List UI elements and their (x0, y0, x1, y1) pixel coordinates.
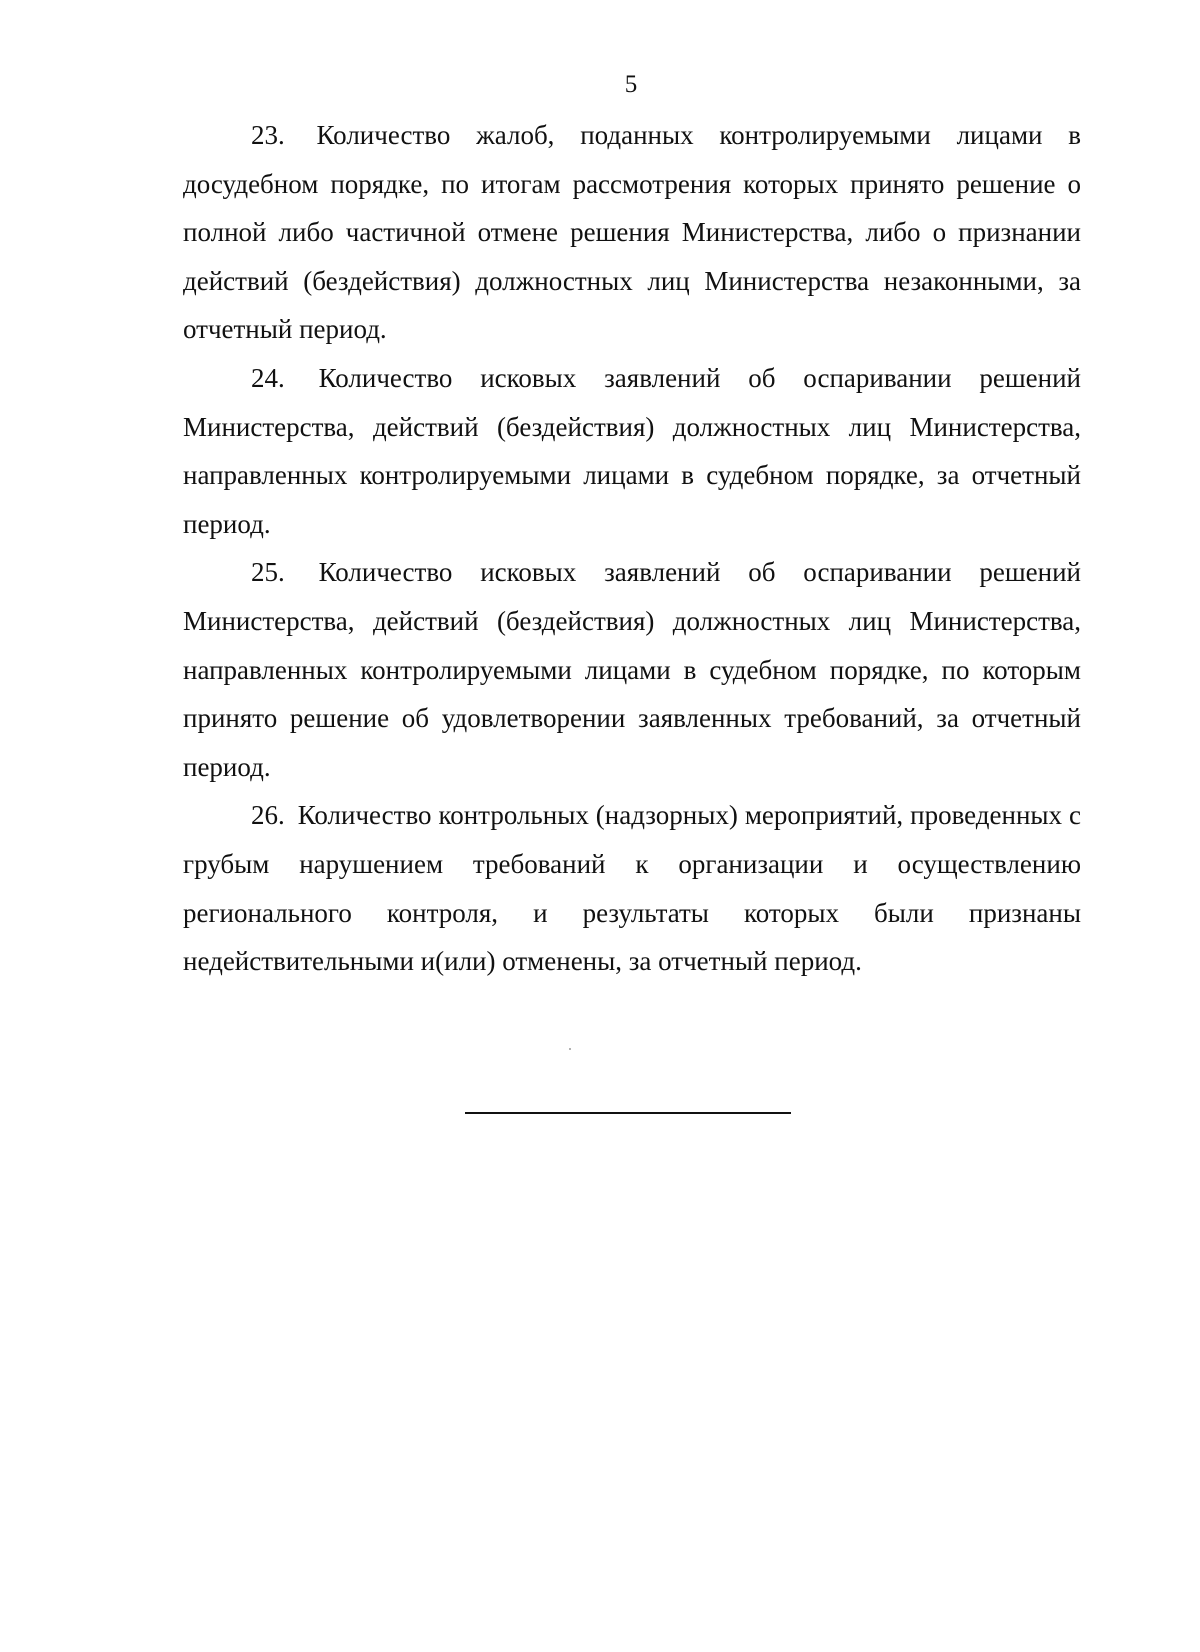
paragraph-text: Количество исковых заявлений об оспаривании решений Министерства, действий (бездействия) должностных лиц Министерства, направленных контролируемыми лицами в судебном порядке, за отчетный период. (183, 362, 1082, 539)
end-of-document-rule (465, 1112, 791, 1114)
paragraph-26 (183, 791, 1081, 985)
scan-speck (569, 1048, 571, 1050)
paragraph-24 (183, 354, 1081, 548)
paragraph-text: Количество жалоб, поданных контролируемыми лицами в досудебном порядке, по итогам рассмотрения которых принято решение о полной либо частичной отмене решения Министерства, либо о признании действий (бездействия) должностных лиц Министерства незаконными, за отчетный период. (183, 120, 1081, 345)
paragraph-text: Количество исковых заявлений об оспаривании решений Министерства, действий (бездействия) должностных лиц Министерства, направленных контролируемыми лицами в судебном порядке, по которым принято решение об удовлетворении заявленных требований, за отчетный период. (183, 557, 1082, 782)
paragraph-number: 26. (251, 800, 285, 831)
paragraph-number: 24. (251, 362, 285, 393)
paragraph-23 (183, 111, 1081, 354)
document-body (183, 111, 1081, 986)
paragraph-number: 23. (251, 120, 285, 150)
paragraph-25 (183, 548, 1081, 791)
page-number: 5 (624, 71, 638, 98)
paragraph-number: 25. (251, 557, 285, 588)
paragraph-text: Количество контрольных (надзорных) мероприятий, проведенных с грубым нарушением требований к организации и осуществлению регионального контроля, и результаты которых были признаны недействительными и(или) отменены, за отчетный период. (183, 800, 1081, 977)
